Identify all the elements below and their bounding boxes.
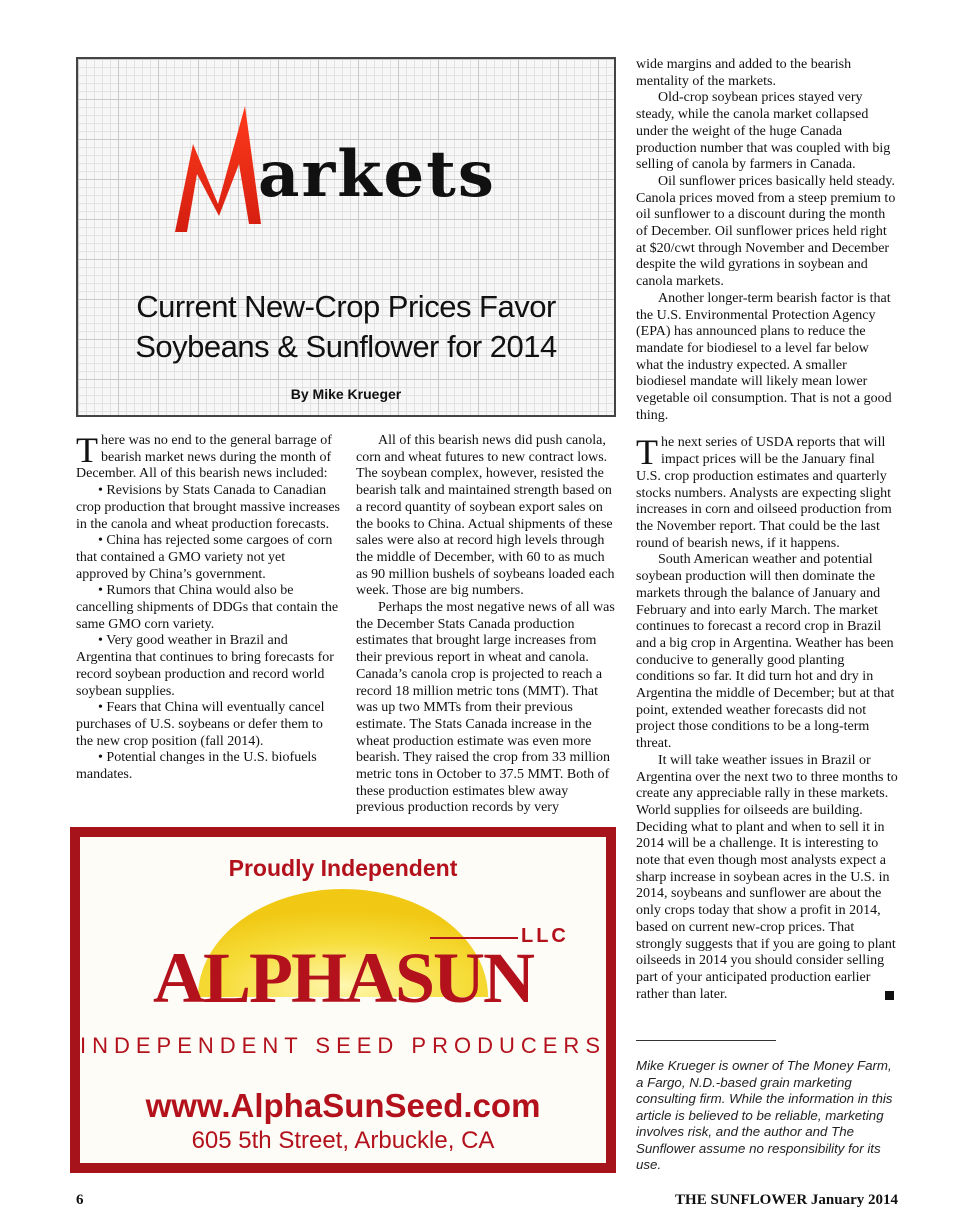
paragraph: All of this bearish news did push canola, corn and wheat futures to new contract lows. The soybean complex, however, resisted the bearish talk and maintained strength based on a record quantity of soybean export sales on the books to China. Actual shipments of these sales were also at record high levels through the middle of December, with 60 to as much as 90 million bushels of soybeans loaded each week. Those are big numbers. <box>356 433 615 599</box>
markets-logo-m <box>173 104 263 234</box>
paragraph: Old-crop soybean prices stayed very steady, while the canola market collapsed under the weight of the huge Canada production number that was coupled with big selling of canola by farmers in Canada. <box>636 90 891 173</box>
bullet-item: • China has rejected some cargoes of corn that contained a GMO variety not yet approved by China’s government. <box>76 533 333 582</box>
ad-tagline: Proudly Independent <box>228 855 458 881</box>
paragraph: Perhaps the most negative news of all was the December Stats Canada production estimates that brought large increases from their previous report in wheat and canola. Canada’s canola crop is projected to reach a record 18 million metric tons (MMT). That was up two MMTs from their previous estimate. The Stats Canada increase in the wheat production estimate was even more bearish. They raised the crop from 33 million metric tons in October to 37.5 MMT. Both of these production estimates blew away previous production records by very <box>356 600 615 816</box>
article-headline <box>78 287 614 367</box>
ad-brand-name: ALPHASUN <box>152 938 534 1018</box>
dropcap: T <box>636 432 658 473</box>
bullet-item: • Rumors that China would also be cancelling shipments of DDGs that contain the same GMO corn variety. <box>76 583 339 632</box>
end-mark-icon <box>885 991 894 1000</box>
bullet-item: • Revisions by Stats Canada to Canadian crop production that brought massive increases in the canola and wheat production forecasts. <box>76 483 340 532</box>
bullet-item: • Very good weather in Brazil and Argentina that continues to bring forecasts for record soybean production and record world soybean supplies. <box>76 633 334 699</box>
headline-line-2: Soybeans & Sunflower for 2014 <box>135 329 557 364</box>
bullet-item: • Potential changes in the U.S. biofuels mandates. <box>76 750 317 783</box>
byline: By Mike Krueger <box>290 386 402 402</box>
ad-llc: LLC <box>521 925 569 947</box>
paragraph: It will take weather issues in Brazil or Argentina over the next two to three months to create any appreciable rally in these markets. World supplies for oilseeds are building. Deciding what to plant and when to sell it in 2014 will be a challenge. It is interesting to note that even though most analysts expect a sharp increase in soybean acres in the U.S. in 2014, soybeans and sunflower are about the only crops today that show a profit in 2014, based on current new-crop prices. That strongly suggests that if you are going to plant oilseeds in 2014 you should consider selling part of your anticipated production earlier rather than later. <box>636 752 898 1002</box>
section-header-box <box>76 57 616 417</box>
article-column-1 <box>76 430 340 784</box>
headline-line-1: Current New-Crop Prices Favor <box>136 289 556 324</box>
ad-address: 605 5th Street, Arbuckle, CA <box>191 1127 495 1154</box>
paragraph: wide margins and added to the bearish mentality of the markets. <box>636 57 852 89</box>
article-column-3 <box>636 57 898 1003</box>
paragraph: he next series of USDA reports that will impact prices will be the January final U.S. crop production estimates and quarterly stocks numbers. Analysts are expecting slight increases in corn and oilseed production from the November report. That could be the last round of bearish news, if it happens. <box>636 435 892 551</box>
dropcap: T <box>76 430 98 470</box>
author-bio: Mike Krueger is owner of The Money Farm, a Fargo, N.D.-based grain marketing consulting firm. While the information in this article is believed to be reliable, marketing involves risk, and the author and The Sunflower assume no responsibility for its use. <box>636 1058 893 1172</box>
publication-title: THE SUNFLOWER January 2014 <box>675 1192 898 1208</box>
ad-panel <box>80 837 606 1163</box>
paragraph: Another longer-term bearish factor is that the U.S. Environmental Protection Agency (EPA) has announced plans to reduce the mandate for biodiesel to a level far below what the industry expected. A smaller biodiesel mandate will likely mean lower vegetable oil consumption. That is not a good thing. <box>636 290 892 423</box>
paragraph: Oil sunflower prices basically held steady. Canola prices moved from a steep premium to oil sunflower to a discount during the month of December. Oil sunflower prices held right at $20/cwt through November and December despite the wild gyrations in soybean and canola markets. <box>636 173 896 290</box>
ad-website-link[interactable]: www.AlphaSunSeed.com <box>145 1087 541 1124</box>
alphasun-advertisement[interactable] <box>70 827 616 1173</box>
paragraph: South American weather and potential soybean production will then dominate the markets through the balance of January and February and into early March. The market continues to forecast a record crop in Brazil and a big crop in Argentina. Weather has been conducive to generally good planting conditions so far. It did turn hot and dry in Argentina the middle of December; but at that point, extended weather forecasts did not project those conditions to be a long-term threat. <box>636 552 895 752</box>
markets-logo-text: arkets <box>258 137 496 212</box>
ad-subtitle: INDEPENDENT SEED PRODUCERS <box>80 1033 606 1058</box>
page-number: 6 <box>76 1192 84 1208</box>
bullet-item: • Fears that China will eventually cancel purchases of U.S. soybeans or defer them to the new crop position (fall 2014). <box>76 700 325 749</box>
paragraph: here was no end to the general barrage of bearish market news during the month of December. All of this bearish news included: <box>76 433 332 482</box>
divider <box>636 1040 776 1041</box>
article-column-2 <box>356 433 618 817</box>
